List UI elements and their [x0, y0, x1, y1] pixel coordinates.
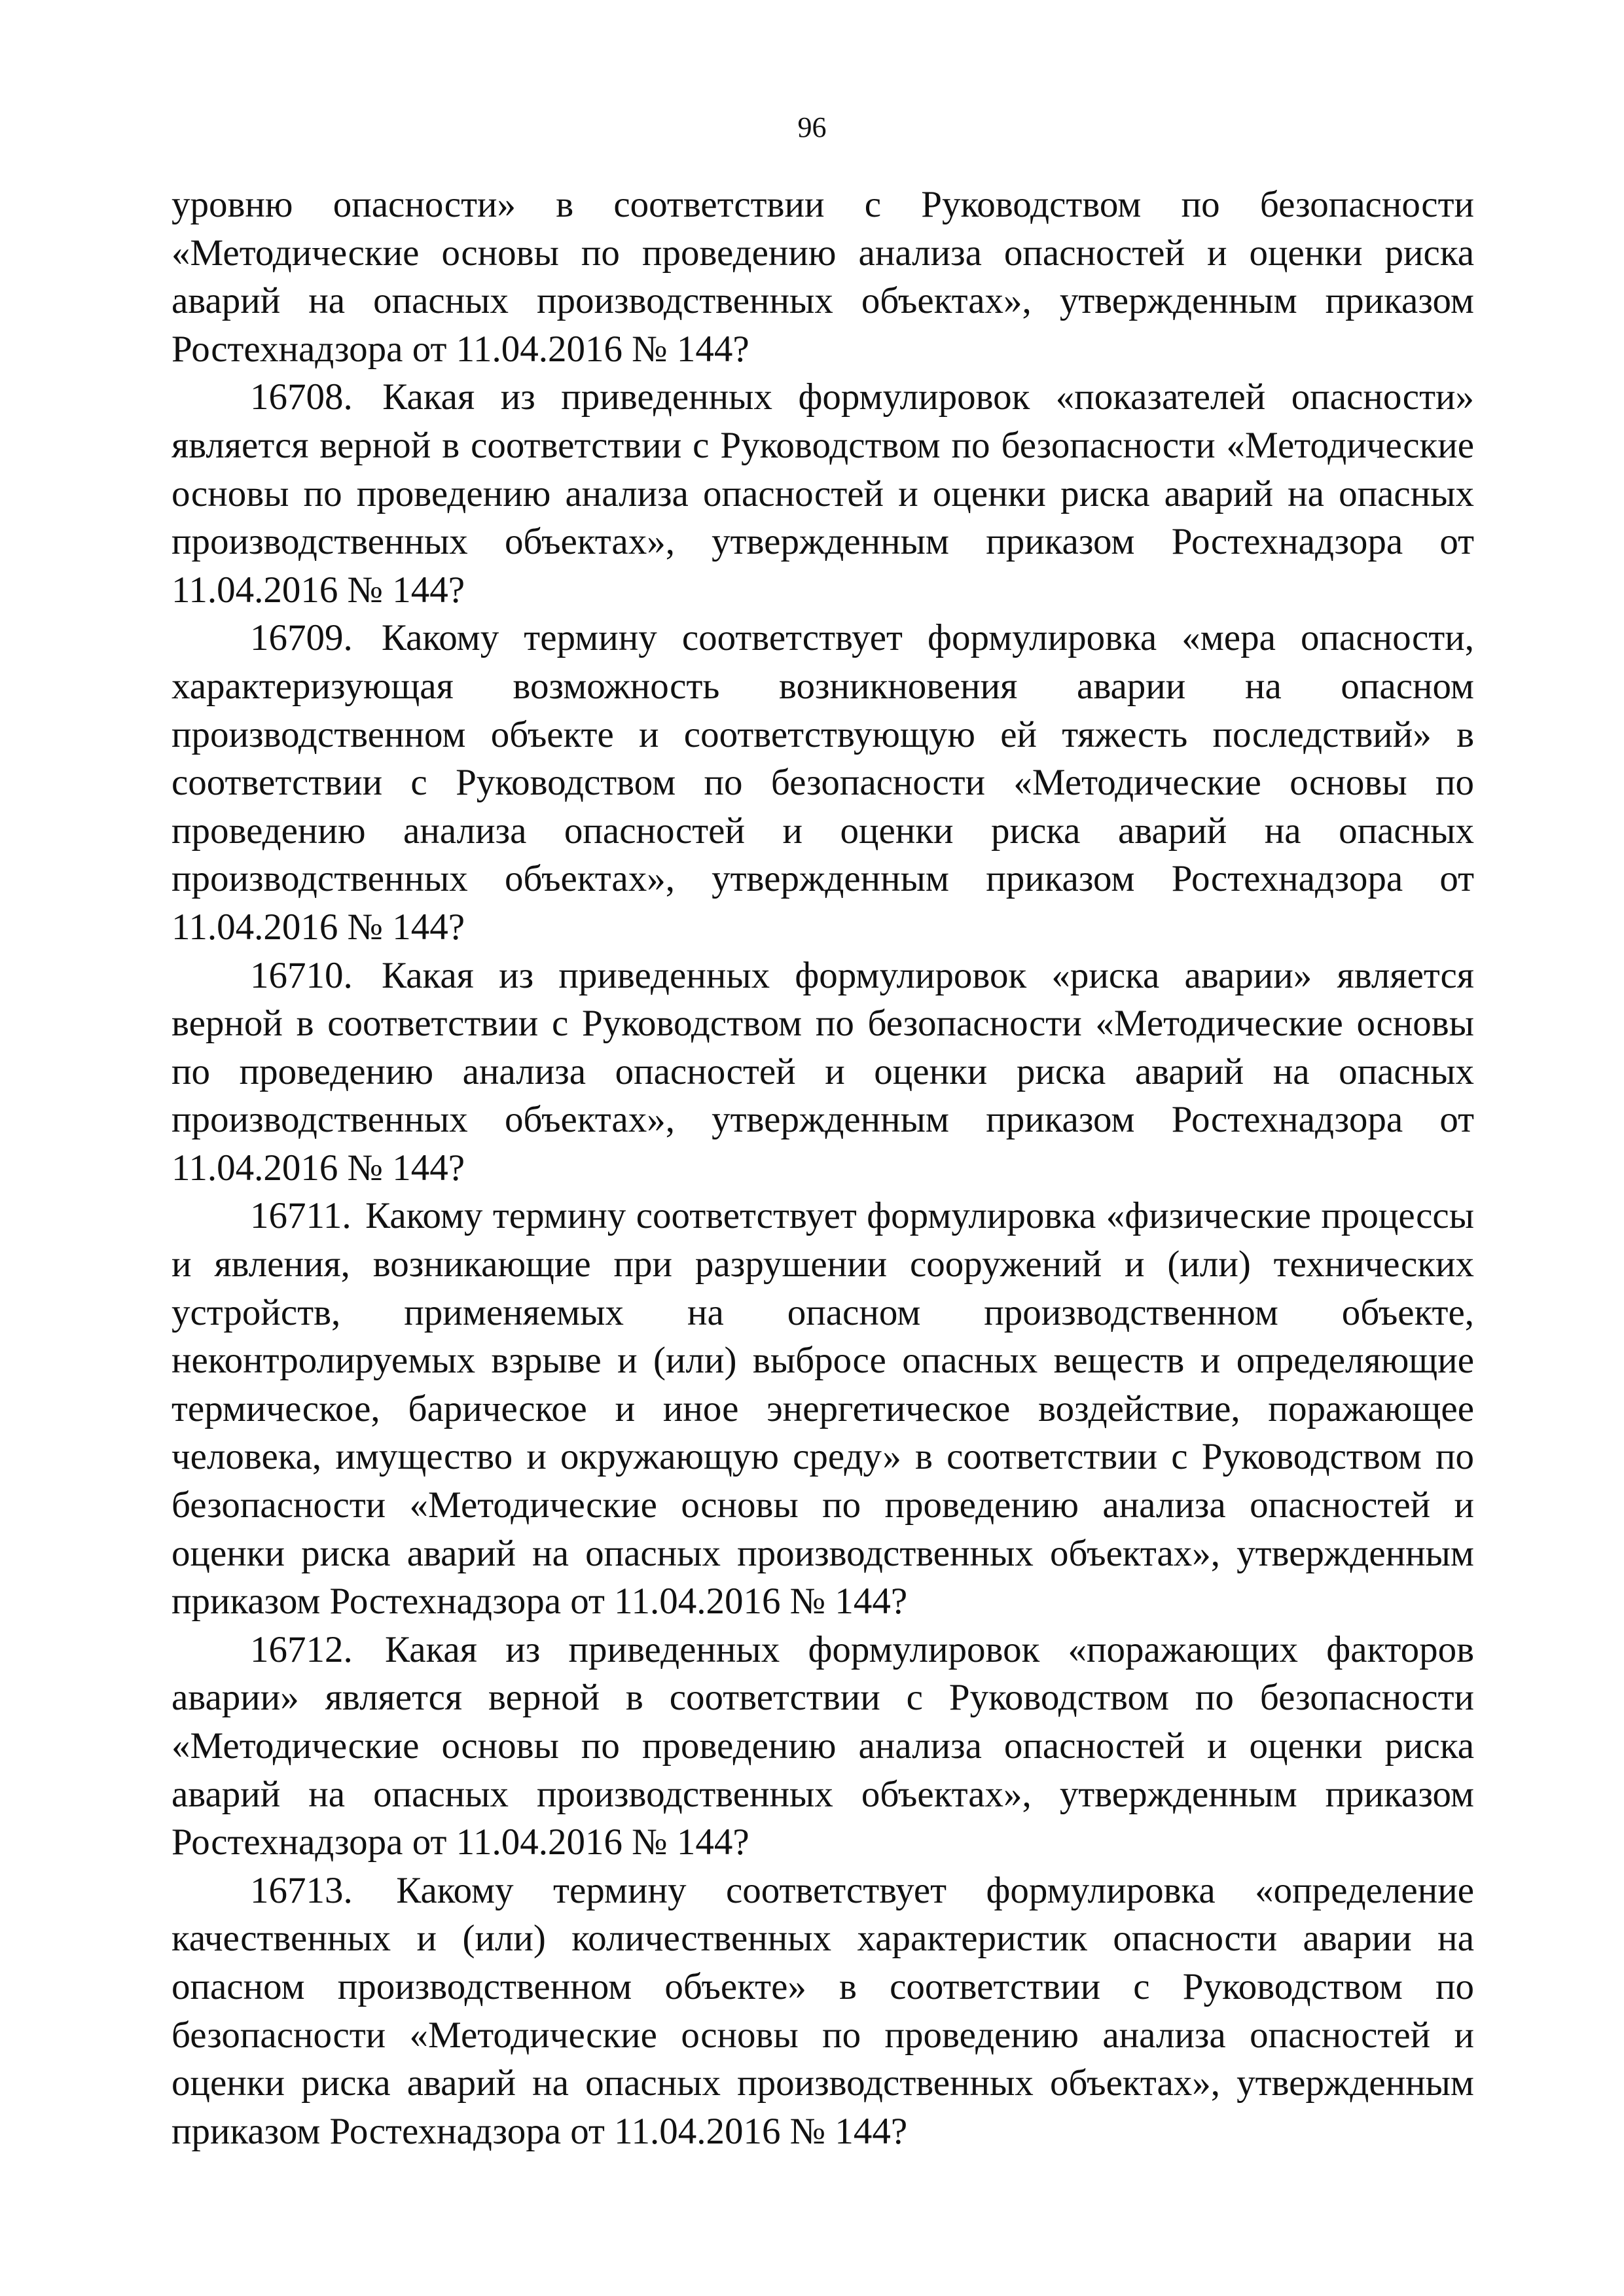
question-text: Какая из приведенных формулировок «показателей опасности» является верной в соответствии с Руководством по безопасности «Методические основы по проведению анализа опасностей и оценки риска аварий на опасных производственных объектах», утвержденным приказом Ростехнадзора от 11.04.2016 № 144? — [171, 376, 1474, 611]
question-number: 16710. — [250, 954, 353, 996]
question-16709 — [171, 614, 1474, 951]
question-list — [171, 181, 1474, 2155]
question-16710 — [171, 952, 1474, 1193]
question-number: 16713. — [250, 1869, 353, 1911]
question-number: 16712. — [250, 1628, 353, 1670]
question-number: 16709. — [250, 617, 353, 659]
question-text: Какому термину соответствует формулировка «мера опасности, характеризующая возможность возникновения аварии на опасном производственном объекте и соответствующую ей тяжесть последствий» в соответствии с Руководством по безопасности «Методические основы по проведению анализа опасностей и оценки риска аварий на опасных производственных объектах», утвержденным приказом Ростехнадзора от 11.04.2016 № 144? — [171, 617, 1474, 948]
question-text: Какому термину соответствует формулировка «физические процессы и явления, возникающие при разрушении сооружений и (или) технических устройств, применяемых на опасном производственном объекте, неконтролируемых взрыве и (или) выбросе опасных веществ и определяющие термическое, барическое и иное энергетическое воздействие, поражающее человека, имущество и окружающую среду» в соответствии с Руководством по безопасности «Методические основы по проведению анализа опасностей и оценки риска аварий на опасных производственных объектах», утвержденным приказом Ростехнадзора от 11.04.2016 № 144? — [171, 1195, 1474, 1623]
question-16711 — [171, 1192, 1474, 1625]
question-text: Какая из приведенных формулировок «риска аварии» является верной в соответствии с Руководством по безопасности «Методические основы по проведению анализа опасностей и оценки риска аварий на опасных производственных объектах», утвержденным приказом Ростехнадзора от 11.04.2016 № 144? — [171, 954, 1475, 1189]
question-text: уровню опасности» в соответствии с Руководством по безопасности «Методические основы по проведению анализа опасностей и оценки риска аварий на опасных производственных объектах», утвержденным приказом Ростехнадзора от 11.04.2016 № 144? — [171, 184, 1474, 370]
page-number: 96 — [797, 111, 827, 143]
question-16708 — [171, 373, 1474, 614]
question-text: Какая из приведенных формулировок «поражающих факторов аварии» является верной в соответствии с Руководством по безопасности «Методические основы по проведению анализа опасностей и оценки риска аварий на опасных производственных объектах», утвержденным приказом Ростехнадзора от 11.04.2016 № 144? — [171, 1628, 1475, 1863]
question-16712 — [171, 1626, 1474, 1867]
question-16713 — [171, 1867, 1474, 2156]
question-number: 16711. — [250, 1195, 352, 1237]
question-text: Какому термину соответствует формулировка «определение качественных и (или) количественных характеристик опасности аварии на опасном производственном объекте» в соответствии с Руководством по безопасности «Методические основы по проведению анализа опасностей и оценки риска аварий на опасных производственных объектах», утвержденным приказом Ростехнадзора от 11.04.2016 № 144? — [171, 1869, 1474, 2152]
question-continuation — [171, 181, 1474, 373]
question-number: 16708. — [250, 376, 353, 418]
